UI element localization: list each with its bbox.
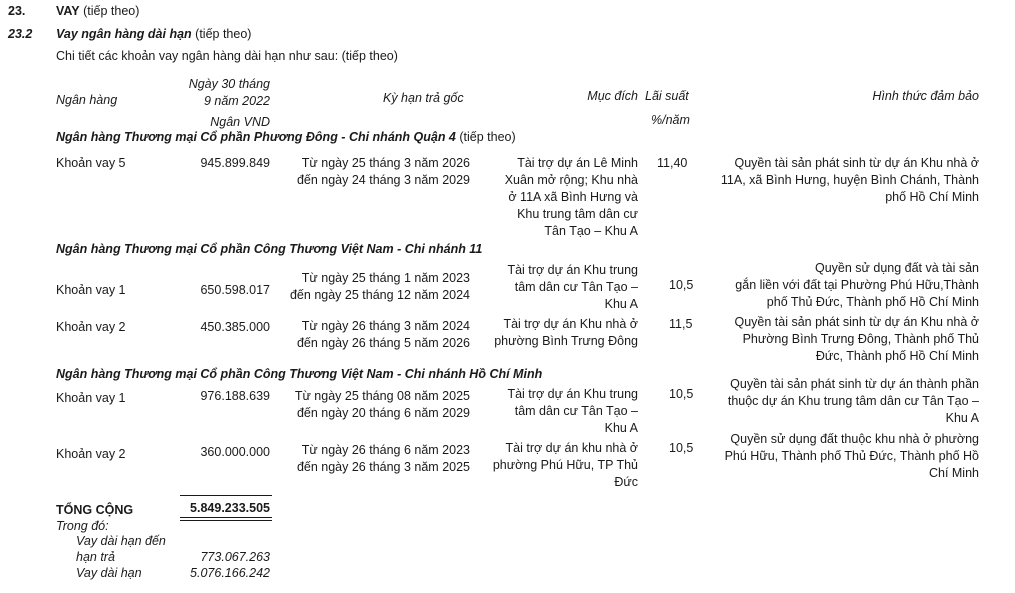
subsection-title xyxy=(56,26,251,43)
section-title-text: VAY xyxy=(56,4,80,18)
current-portion-label: Vay dài hạn đến hạn trả xyxy=(76,534,166,564)
column-header-rate: Lãi suất xyxy=(645,89,689,103)
loan-purpose: Tài trợ dự án khu nhà ở phường Phú Hữu, TP Thủ Đức xyxy=(492,441,638,489)
intro-text: Chi tiết các khoản vay ngân hàng dài hạn như sau: (tiếp theo) xyxy=(56,49,398,63)
loan-rate: 10,5 xyxy=(669,278,694,292)
column-header-bank: Ngân hàng xyxy=(56,93,118,107)
column-header-date: Ngày 30 tháng 9 năm 2022 xyxy=(188,77,270,108)
bank-group-name: Ngân hàng Thương mại Cổ phần Công Thương Việt Nam - Chi nhánh 11 xyxy=(56,242,483,256)
loan-rate: 10,5 xyxy=(669,441,694,455)
total-label: TỔNG CỘNG xyxy=(56,503,134,517)
loan-term: Từ ngày 26 tháng 6 năm 2023 đến ngày 26 tháng 3 năm 2025 xyxy=(296,443,470,474)
loan-name: Khoản vay 1 xyxy=(56,283,126,297)
column-header-unit: Ngân VND xyxy=(210,115,270,129)
column-header-rate-unit: %/năm xyxy=(651,113,690,127)
bank-group-name: Ngân hàng Thương mại Cổ phần Công Thương Việt Nam - Chi nhánh Hồ Chí Minh xyxy=(56,367,543,381)
loan-amount: 945.899.849 xyxy=(200,156,270,170)
column-header-collateral: Hình thức đảm bảo xyxy=(872,89,979,103)
loan-term: Từ ngày 26 tháng 3 năm 2024 đến ngày 26 tháng 5 năm 2026 xyxy=(296,319,470,350)
loan-name: Khoản vay 5 xyxy=(56,156,126,170)
loan-rate: 11,40 xyxy=(657,156,688,170)
loan-amount: 360.000.000 xyxy=(200,445,270,459)
loan-purpose: Tài trợ dự án Lê Minh Xuân mở rộng; Khu nhà ở 11A xã Bình Hưng và Khu trung tâm dân cư Tân Tạo – Khu A xyxy=(504,156,638,238)
loan-amount: 976.188.639 xyxy=(200,389,270,403)
section-title-suffix: (tiếp theo) xyxy=(83,4,140,18)
loan-rate: 10,5 xyxy=(669,387,694,401)
loan-name: Khoản vay 2 xyxy=(56,320,126,334)
loan-collateral: Quyền tài sản phát sinh từ dự án thành phần thuộc dự án Khu trung tâm dân cư Tân Tạo – Khu A xyxy=(727,377,979,425)
section-title xyxy=(56,3,139,20)
subsection-title-text: Vay ngân hàng dài hạn xyxy=(56,27,192,41)
loan-term: Từ ngày 25 tháng 3 năm 2026 đến ngày 24 tháng 3 năm 2029 xyxy=(296,156,470,187)
loan-collateral: Quyền sử dụng đất và tài sản gắn liền với đất tại Phường Phú Hữu,Thành phố Thủ Đức, Thành phố Hồ Chí Minh xyxy=(735,261,979,309)
long-term-label: Vay dài hạn xyxy=(76,566,142,580)
total-top-rule xyxy=(180,495,272,496)
subsection-title-suffix: (tiếp theo) xyxy=(195,27,252,41)
loan-term: Từ ngày 25 tháng 1 năm 2023 đến ngày 25 tháng 12 năm 2024 xyxy=(289,271,470,302)
loan-purpose: Tài trợ dự án Khu trung tâm dân cư Tân Tạo – Khu A xyxy=(507,387,638,435)
current-portion-amount: 773.067.263 xyxy=(200,550,270,564)
loan-collateral: Quyền sử dụng đất thuộc khu nhà ở phường Phú Hữu, Thành phố Thủ Đức, Thành phố Hồ Chí Minh xyxy=(724,432,979,480)
loan-name: Khoản vay 2 xyxy=(56,447,126,461)
bank-group-name: Ngân hàng Thương mại Cổ phần Phương Đông - Chi nhánh Quận 4 xyxy=(56,130,456,144)
total-double-rule-1 xyxy=(180,517,272,518)
column-header-purpose: Mục đích xyxy=(587,89,638,103)
subsection-number: 23.2 xyxy=(8,27,33,41)
loan-amount: 450.385.000 xyxy=(200,320,270,334)
loan-rate: 11,5 xyxy=(669,317,693,331)
of-which-label: Trong đó: xyxy=(56,519,109,533)
loan-purpose: Tài trợ dự án Khu nhà ở phường Bình Trưng Đông xyxy=(494,317,638,348)
loan-term: Từ ngày 25 tháng 08 năm 2025 đến ngày 20 tháng 6 năm 2029 xyxy=(294,389,470,420)
loan-purpose: Tài trợ dự án Khu trung tâm dân cư Tân Tạo – Khu A xyxy=(507,263,638,311)
bank-group-heading xyxy=(56,129,516,146)
bank-group-suffix: (tiếp theo) xyxy=(459,130,516,144)
long-term-amount: 5.076.166.242 xyxy=(190,566,270,580)
loan-collateral: Quyền tài sản phát sinh từ dự án Khu nhà ở 11A, xã Bình Hưng, huyện Bình Chánh, Thành phố Hồ Chí Minh xyxy=(720,156,979,204)
loan-collateral: Quyền tài sản phát sinh từ dự án Khu nhà ở Phường Bình Trưng Đông, Thành phố Thủ Đức, Thành phố Hồ Chí Minh xyxy=(734,315,979,363)
section-number: 23. xyxy=(8,4,26,18)
total-amount: 5.849.233.505 xyxy=(190,501,270,515)
loan-name: Khoản vay 1 xyxy=(56,391,126,405)
total-double-rule-2 xyxy=(180,520,272,521)
loan-amount: 650.598.017 xyxy=(200,283,270,297)
column-header-term: Kỳ hạn trả gốc xyxy=(383,91,464,105)
